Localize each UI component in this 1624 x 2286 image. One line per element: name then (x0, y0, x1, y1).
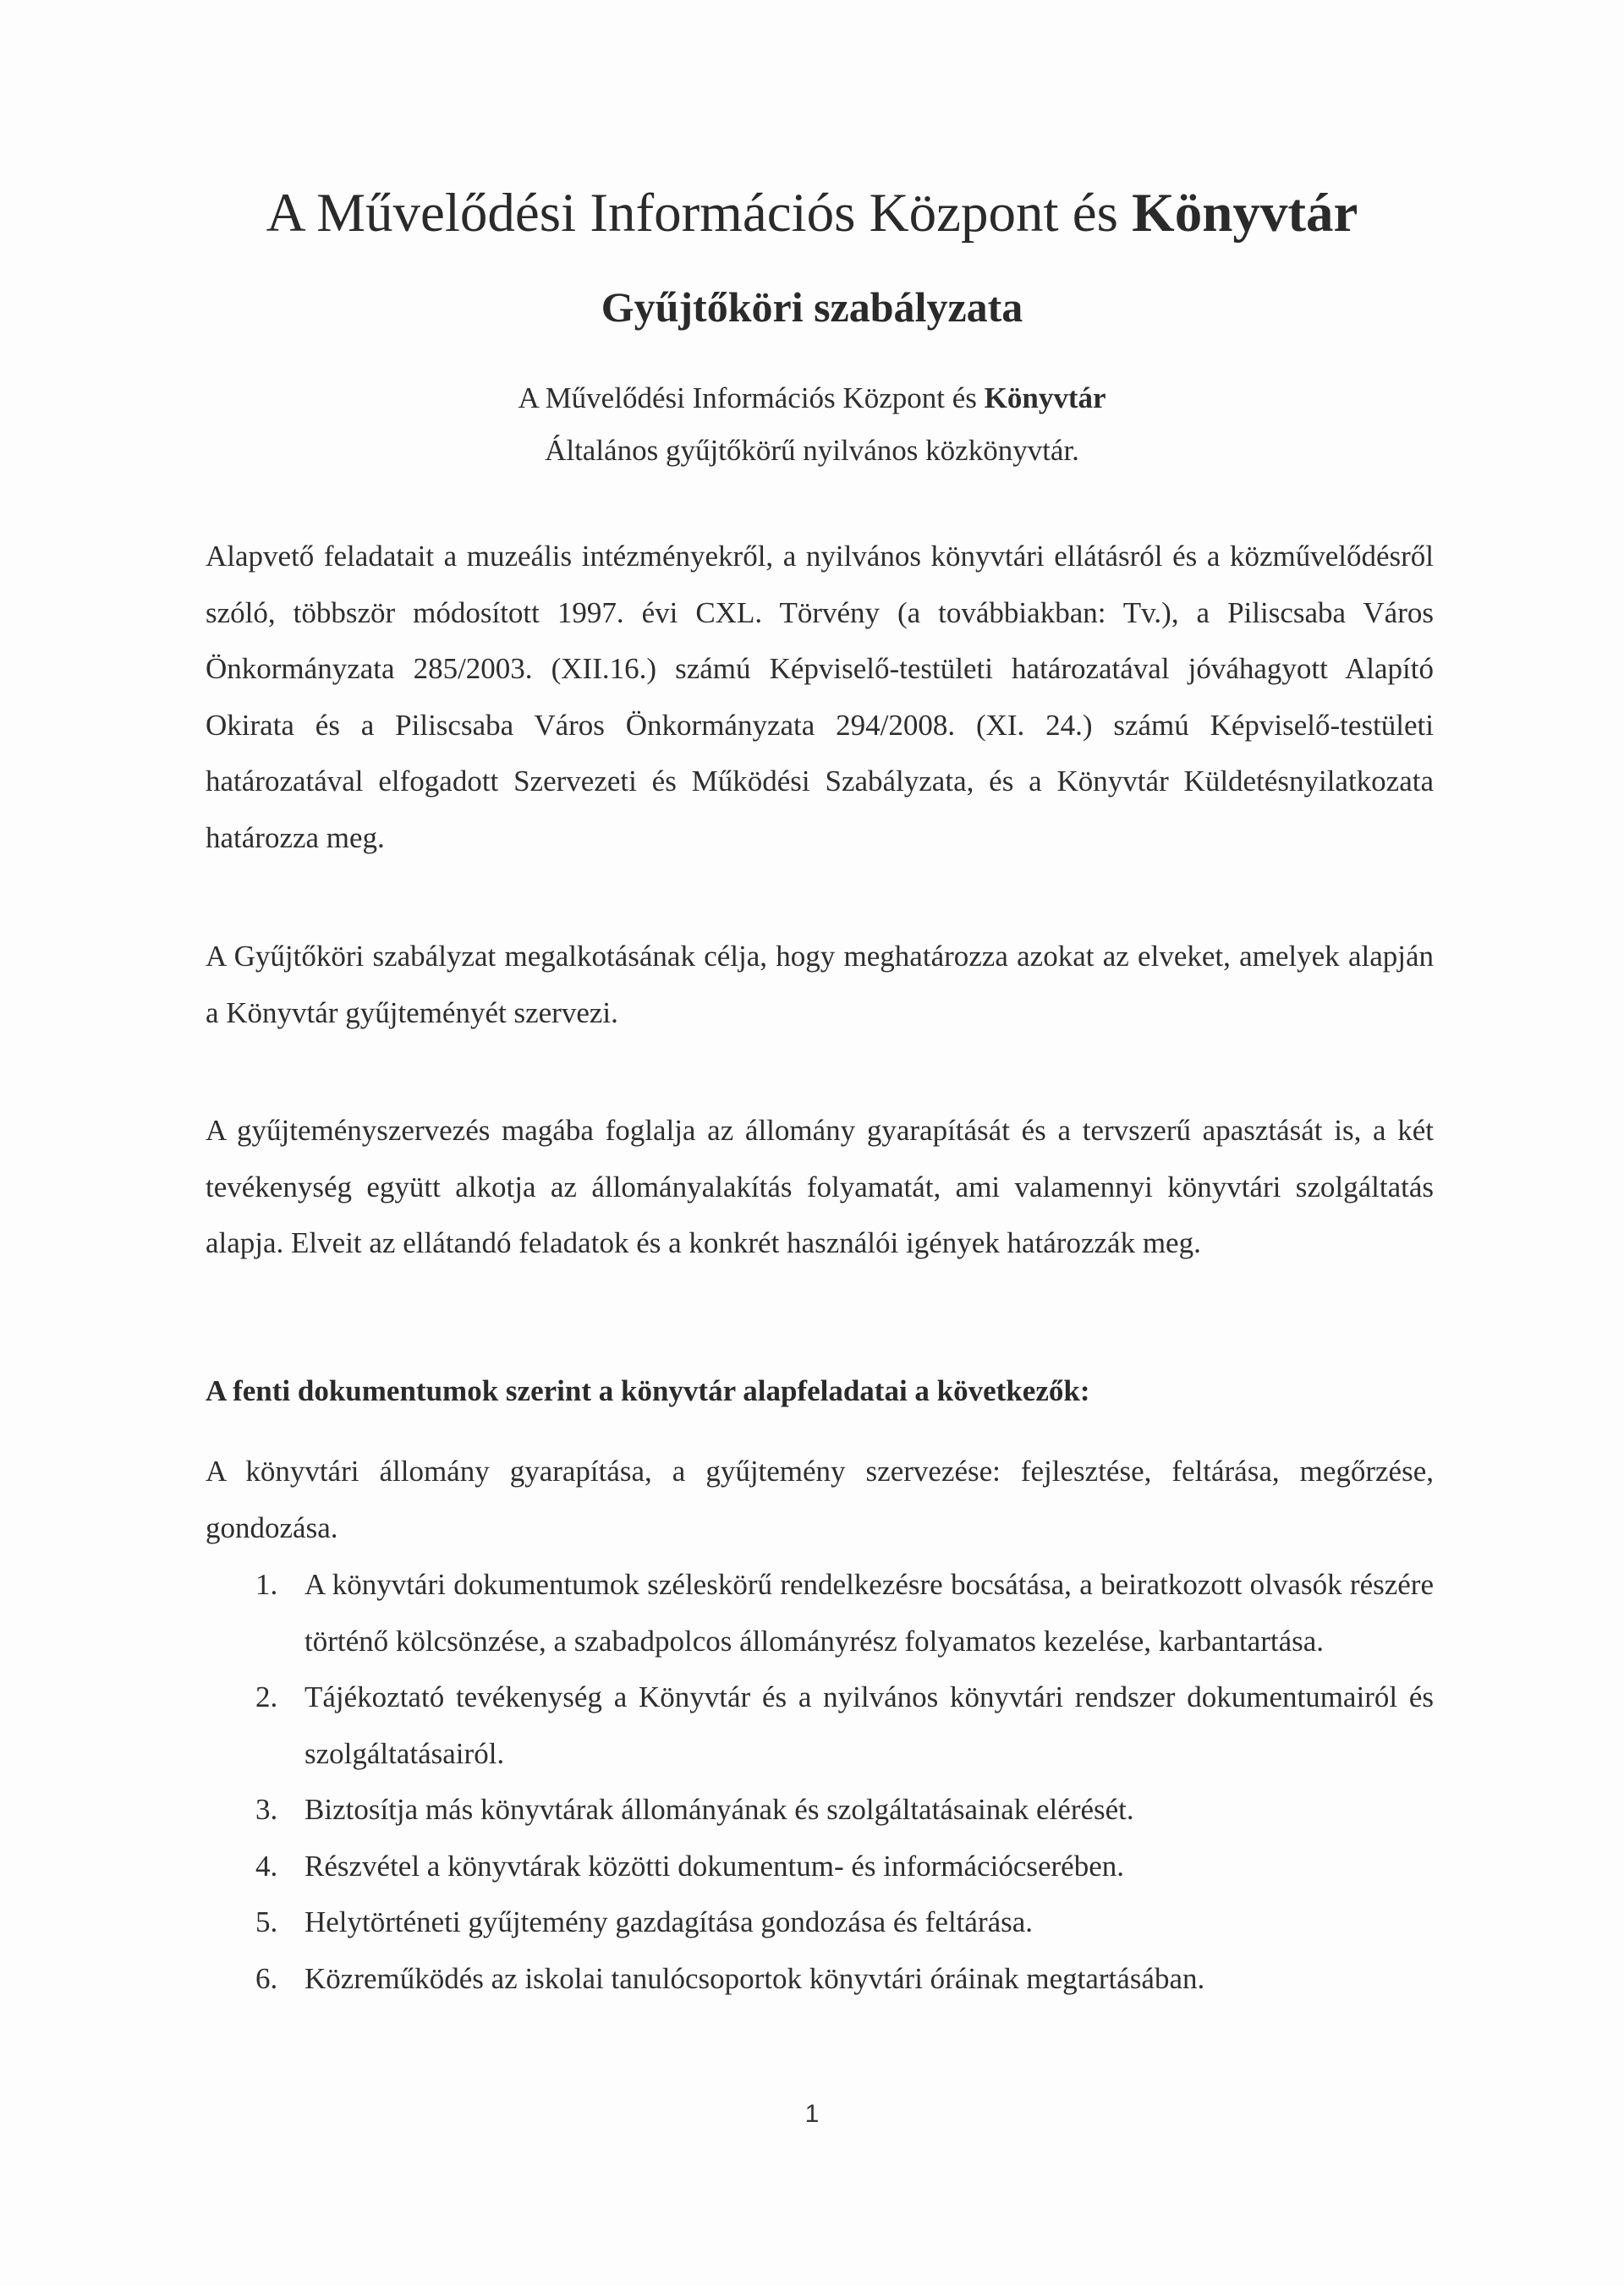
document-subtitle: Gyűjtőköri szabályzata (601, 283, 1023, 331)
task-text: Közreműködés az iskolai tanulócsoportok könyvtári óráinak megtartásában. (304, 1961, 1205, 1995)
task-text: Helytörténeti gyűjtemény gazdagítása gondozása és feltárása. (304, 1905, 1034, 1938)
task-list-item (206, 1557, 1434, 1669)
document-title (0, 179, 1624, 247)
paragraph-legal-basis: Alapvető feladatait a muzeális intézményekről, a nyilvános könyvtári ellátásról és a közművelődésről szóló, többször módosított 1997. évi CXL. Törvény (a továbbiakban: Tv.), a Piliscsaba Város Önkormányzata 285/2003. (XII.16.) számú Képviselő-testületi határozatával jóváhagyott Alapító Okirata és a Piliscsaba Város Önkormányzata 294/2008. (XI. 24.) számú Képviselő-testületi határozatával elfogadott Szervezeti és Működési Szabályzata, és a Könyvtár Küldetésnyilatkozata határozza meg. (206, 540, 1434, 854)
document-title-bold: Könyvtár (1132, 183, 1358, 244)
task-list-item (206, 1669, 1434, 1782)
task-number: 2. (255, 1680, 278, 1713)
task-list-item (206, 1782, 1434, 1839)
task-list-item (206, 1894, 1434, 1951)
intro-line-1 (0, 372, 1624, 425)
paragraph-collection-organization: A gyűjteményszervezés magába foglalja az állomány gyarapítását és a tervszerű apasztását is, a két tevékenység együtt alkotja az állományalakítás folyamatát, ami valamennyi könyvtári szolgáltatás alapja. Elveit az ellátandó feladatok és a konkrét használói igények határozzák meg. (206, 1114, 1434, 1259)
task-number: 6. (255, 1961, 278, 1995)
task-list-item (206, 1951, 1434, 2008)
task-text: A könyvtári dokumentumok széleskörű rendelkezésre bocsátása, a beiratkozott olvasók részére történő kölcsönzése, a szabadpolcos állományrész folyamatos kezelése, karbantartása. (304, 1568, 1434, 1658)
task-list-item (206, 1839, 1434, 1895)
task-number: 3. (255, 1793, 278, 1826)
document-title-prefix: A Művelődési Információs Központ és (266, 183, 1133, 244)
paragraph-purpose: A Gyűjtőköri szabályzat megalkotásának célja, hogy meghatározza azokat az elveket, amelyek alapján a Könyvtár gyűjteményét szervezi. (206, 940, 1434, 1029)
task-text: Biztosítja más könyvtárak állományának és szolgáltatásainak elérését. (304, 1793, 1134, 1826)
intro-line-1-bold: Könyvtár (984, 381, 1106, 414)
page-number: 1 (804, 2100, 820, 2128)
task-list (206, 1557, 1434, 2007)
intro-line-2: Általános gyűjtőkörű nyilvános közkönyvtár. (545, 434, 1079, 467)
tasks-heading: A fenti dokumentumok szerint a könyvtár alapfeladatai a következők: (206, 1374, 1090, 1407)
intro-block (0, 372, 1624, 477)
task-text: Tájékoztató tevékenység a Könyvtár és a nyilvános könyvtári rendszer dokumentumairól és szolgáltatásairól. (304, 1680, 1434, 1770)
task-text: Részvétel a könyvtárak közötti dokumentum- és információcserében. (304, 1849, 1124, 1883)
paragraph-tasks-intro: A könyvtári állomány gyarapítása, a gyűjtemény szervezése: fejlesztése, feltárása, megőrzése, gondozása. (206, 1455, 1434, 1544)
intro-line-1-prefix: A Művelődési Információs Központ és (518, 381, 985, 414)
task-number: 1. (255, 1568, 278, 1601)
task-number: 4. (255, 1849, 278, 1883)
task-number: 5. (255, 1905, 278, 1938)
